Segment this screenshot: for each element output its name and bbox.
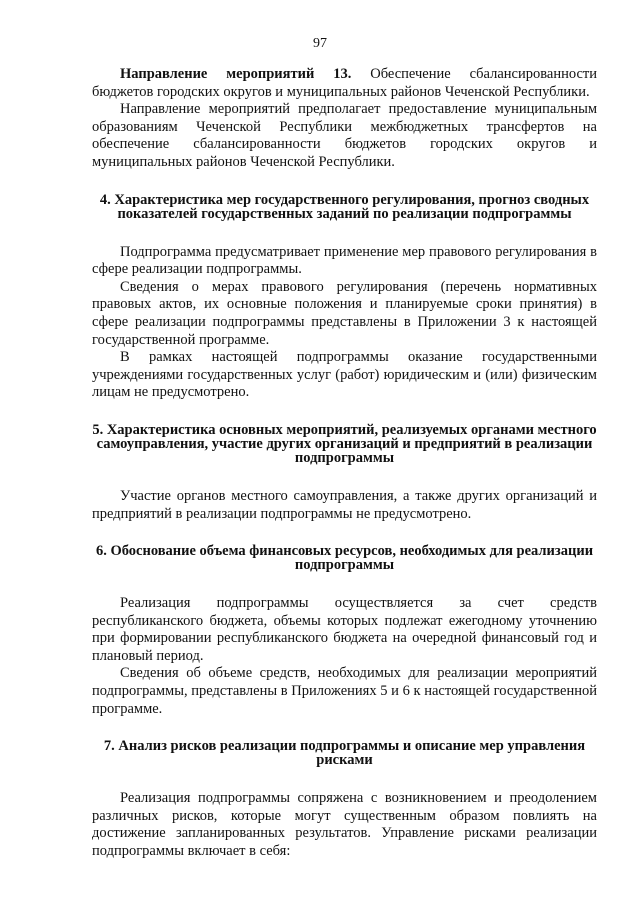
direction-13-text: Обеспечение сбалансированности бюджетов городских округов и муниципальных районов Чеченской Республики.: [92, 66, 597, 100]
page-content: [92, 66, 597, 861]
section-5-paragraph-1: Участие органов местного самоуправления, а также других организаций и предприятий в реализации подпрограммы не предусмотрено.: [92, 487, 597, 522]
section-4-heading: 4. Характеристика мер государственного регулирования, прогноз сводных показателей государственных заданий по реализации подпрограммы: [99, 191, 590, 222]
section-6-heading: 6. Обоснование объема финансовых ресурсов, необходимых для реализации подпрограммы: [95, 543, 594, 574]
section-4-paragraph-1: Подпрограмма предусматривает применение мер правового регулирования в сфере реализации подпрограммы.: [92, 243, 597, 278]
paragraph-direction-13-description: Направление мероприятий предполагает предоставление муниципальным образованиям Чеченской Республики межбюджетных трансфертов на обеспечение сбалансированности бюджетов городских округов и муниципальных районов Чеченской Республики.: [92, 101, 597, 170]
paragraph-direction-13: [92, 66, 597, 101]
section-5-heading: 5. Характеристика основных мероприятий, реализуемых органами местного самоуправления, участие других организаций и предприятий в реализации подпрограммы: [92, 421, 597, 466]
section-7-paragraph-1: Реализация подпрограммы сопряжена с возникновением и преодолением различных рисков, которые могут существенным образом повлиять на достижение запланированных результатов. Управление рисками реализации подпрограммы включает в себя:: [92, 790, 597, 860]
section-6-paragraph-1: Реализация подпрограммы осуществляется за счет средств республиканского бюджета, объемы которых подлежат ежегодному уточнению при формировании республиканского бюджета на очередной финансовый год и плановый период.: [92, 595, 597, 664]
direction-13-label: Направление мероприятий 13.: [120, 66, 352, 82]
page-number: 97: [313, 36, 327, 51]
section-4-paragraph-2: Сведения о мерах правового регулирования (перечень нормативных правовых актов, их основные положения и планируемые сроки принятия) в сфере реализации подпрограммы представлены в Приложении 3 к настоящей государственной программе.: [92, 278, 597, 348]
section-4-paragraph-3: В рамках настоящей подпрограммы оказание государственными учреждениями государственных услуг (работ) юридическим и (или) физическим лицам не предусмотрено.: [92, 349, 597, 401]
section-6-paragraph-2: Сведения об объеме средств, необходимых для реализации мероприятий подпрограммы, представлены в Приложениях 5 и 6 к настоящей государственной программе.: [92, 665, 597, 717]
section-7-heading: 7. Анализ рисков реализации подпрограммы и описание мер управления рисками: [103, 738, 586, 769]
